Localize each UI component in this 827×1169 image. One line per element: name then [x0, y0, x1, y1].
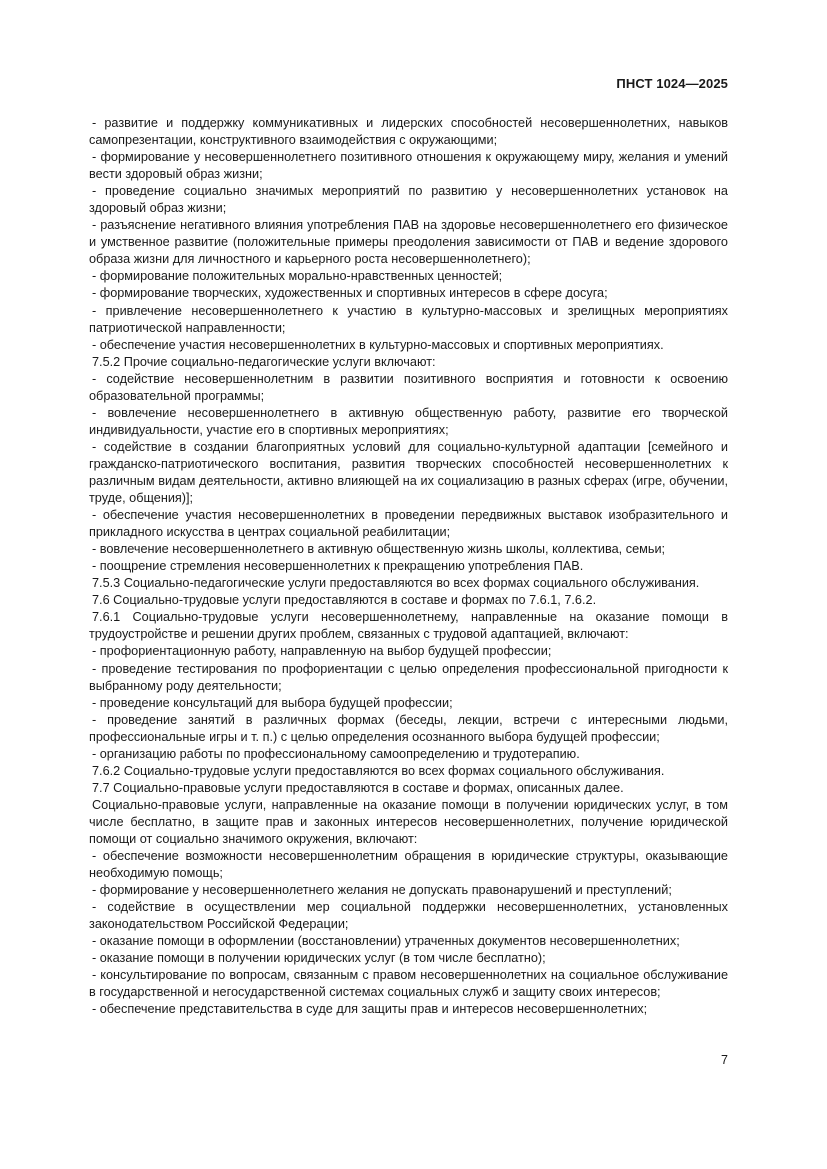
paragraph: - содействие несовершеннолетним в развитии позитивного восприятия и готовности к освоению образовательной программы; [89, 371, 728, 403]
paragraph: - профориентационную работу, направленную на выбор будущей профессии; [92, 644, 552, 659]
paragraph: - проведение занятий в различных формах (беседы, лекции, встречи с интересными людьми, профессиональные игры и т. п.) с целью определения осознанного выбора будущей профессии; [89, 712, 728, 744]
paragraph: - вовлечение несовершеннолетнего в активную общественную работу, развитие его творческой индивидуальности, участие его в спортивных мероприятиях; [89, 405, 728, 437]
section-heading: 7.7 Социально-правовые услуги предоставляются в составе и формах, описанных далее. [92, 780, 624, 795]
section-heading: 7.5.2 Прочие социально-педагогические услуги включают: [92, 354, 436, 369]
paragraph: - обеспечение участия несовершеннолетних в культурно-массовых и спортивных мероприятиях. [92, 337, 664, 352]
paragraph: - оказание помощи в оформлении (восстановлении) утраченных документов несовершеннолетних; [92, 934, 680, 949]
paragraph: - поощрение стремления несовершеннолетних к прекращению употребления ПАВ. [92, 559, 584, 574]
paragraph: - оказание помощи в получении юридических услуг (в том числе бесплатно); [92, 951, 546, 966]
section-heading: 7.5.3 Социально-педагогические услуги предоставляются во всех формах социального обслуживания. [92, 576, 700, 591]
section-heading: 7.6.2 Социально-трудовые услуги предоставляются во всех формах социального обслуживания. [92, 763, 665, 778]
section-heading: 7.6 Социально-трудовые услуги предоставляются в составе и формах по 7.6.1, 7.6.2. [92, 593, 597, 608]
document-body [89, 115, 728, 1018]
paragraph: - обеспечение возможности несовершеннолетним обращения в юридические структуры, оказывающие необходимую помощь; [89, 849, 728, 881]
section-heading: 7.6.1 Социально-трудовые услуги несовершеннолетнему, направленные на оказание помощи в трудоустройстве и решении других проблем, связанных с трудовой адаптацией, включают: [89, 610, 728, 642]
paragraph: - проведение тестирования по профориентации с целью определения профессиональной пригодности к выбранному роду деятельности; [89, 661, 728, 693]
paragraph: - формирование у несовершеннолетнего позитивного отношения к окружающему миру, желания и умений вести здоровый образ жизни; [89, 150, 728, 182]
paragraph: - проведение социально значимых мероприятий по развитию у несовершеннолетних установок на здоровый образ жизни; [89, 184, 728, 216]
paragraph: - содействие в создании благоприятных условий для социально-культурной адаптации [семейного и гражданско-патриотического воспитания, развития творческих способностей несовершеннолетних к различным видам деятельности, активно влияющей на их социализацию в разных сферах (игре, обучении, труде, общения)]; [89, 439, 728, 506]
paragraph: - обеспечение представительства в суде для защиты прав и интересов несовершеннолетних; [92, 1002, 648, 1017]
paragraph: - формирование положительных морально-нравственных ценностей; [92, 269, 503, 284]
paragraph: - развитие и поддержку коммуникативных и лидерских способностей несовершеннолетних, навыков самопрезентации, конструктивного взаимодействия с окружающими; [89, 116, 728, 148]
paragraph: - содействие в осуществлении мер социальной поддержки несовершеннолетних, установленных законодательством Российской Федерации; [89, 900, 728, 932]
paragraph: - обеспечение участия несовершеннолетних в проведении передвижных выставок изобразительного и прикладного искусства в центрах социальной реабилитации; [89, 508, 728, 540]
paragraph: - организацию работы по профессиональному самоопределению и трудотерапию. [92, 746, 580, 761]
paragraph: Социально-правовые услуги, направленные на оказание помощи в получении юридических услуг, в том числе бесплатно, в защите прав и законных интересов несовершеннолетних, получение юридической помощи от социально значимого окружения, включают: [89, 797, 728, 846]
document-code-header: ПНСТ 1024—2025 [616, 76, 728, 91]
paragraph: - проведение консультаций для выбора будущей профессии; [92, 695, 453, 710]
paragraph: - формирование у несовершеннолетнего желания не допускать правонарушений и преступлений; [92, 883, 672, 898]
paragraph: - привлечение несовершеннолетнего к участию в культурно-массовых и зрелищных мероприятиях патриотической направленности; [89, 303, 728, 335]
paragraph: - вовлечение несовершеннолетнего в активную общественную жизнь школы, коллектива, семьи; [92, 542, 666, 557]
paragraph: - формирование творческих, художественных и спортивных интересов в сфере досуга; [92, 286, 608, 301]
paragraph: - разъяснение негативного влияния употребления ПАВ на здоровье несовершеннолетнего его физическое и умственное развитие (положительные примеры преодоления зависимости от ПАВ и ведение здорового образа жизни для личностного и карьерного роста несовершеннолетнего); [89, 218, 728, 267]
page-number: 7 [721, 1053, 728, 1067]
paragraph: - консультирование по вопросам, связанным с правом несовершеннолетних на социальное обслуживание в государственной и негосударственной системах социальных служб и защиту своих интересов; [89, 968, 728, 1000]
